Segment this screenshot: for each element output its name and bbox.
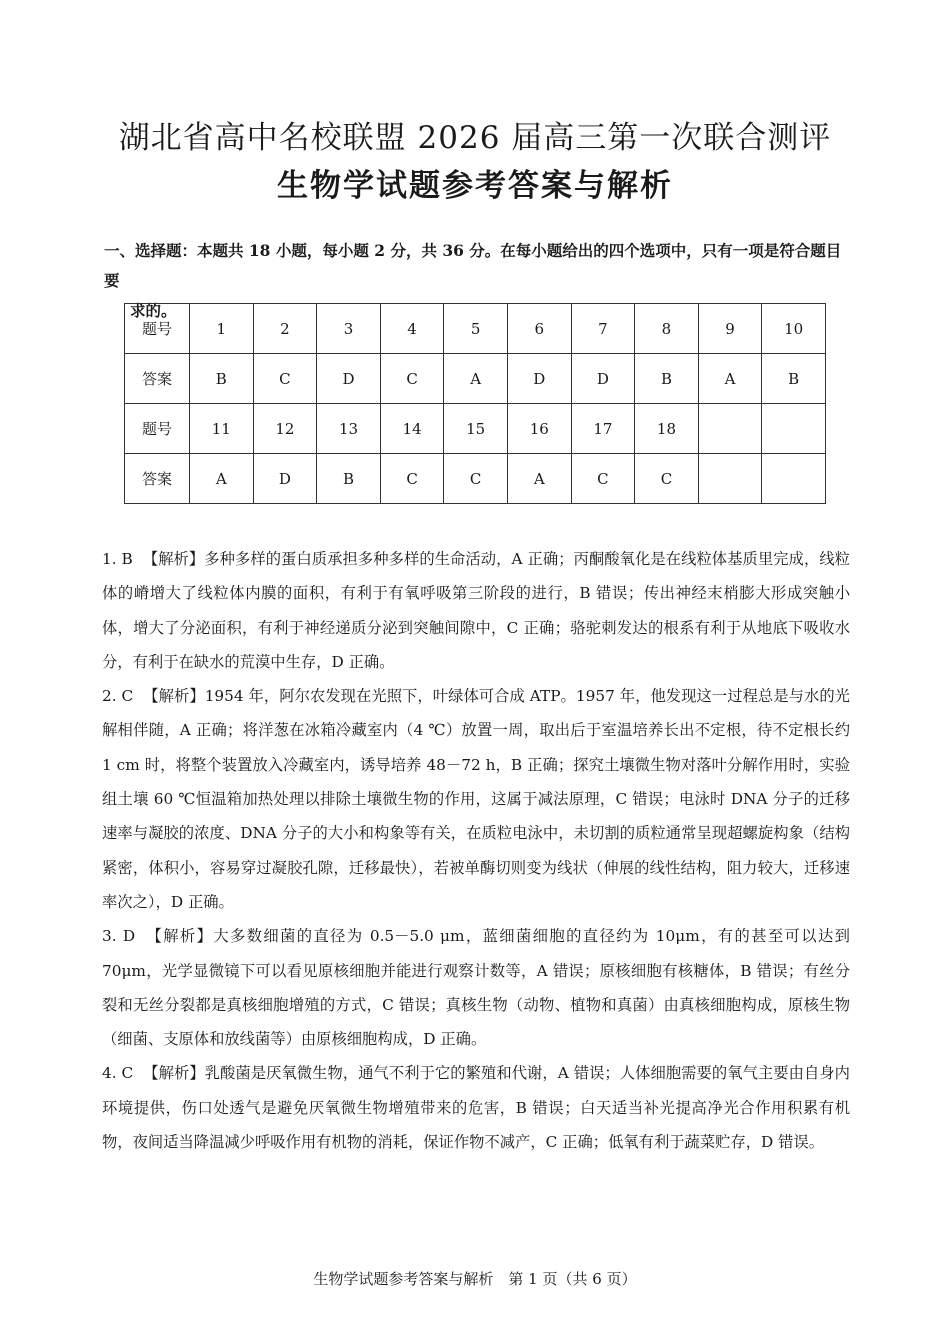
explanation-item xyxy=(102,679,850,919)
table-cell xyxy=(762,454,826,504)
table-cell: 9 xyxy=(698,304,762,354)
item-text: 乳酸菌是厌氧微生物，通气不利于它的繁殖和代谢，A 错误；人体细胞需要的氧气主要由自身内环境提供，伤口处透气是避免厌氧微生物增殖带来的危害，B 错误；白天适当补光提高净光合作用积累有机物，夜间适当降温减少呼吸作用有机物的消耗，保证作物不减产，C 正确；低氧有利于蔬菜贮存，D 错误。 xyxy=(102,1064,850,1152)
table-cell: 8 xyxy=(635,304,699,354)
item-text: 大多数细菌的直径为 0.5－5.0 μm，蓝细菌细胞的直径约为 10μm，有的甚至可以达到 70μm，光学显微镜下可以看见原核细胞并能进行观察计数等，A 错误；原核细胞有核糖体，B 错误；有丝分裂和无丝分裂都是真核细胞增殖的方式，C 错误；真核生物（动物、植物和真菌）由真核细胞构成，原核生物（细菌、支原体和放线菌等）由原核细胞构成，D 正确。 xyxy=(102,927,850,1049)
explanation-item xyxy=(102,919,850,1056)
table-cell: 5 xyxy=(444,304,508,354)
analysis-tag: 【解析】 xyxy=(143,1064,205,1083)
table-cell: A xyxy=(507,454,571,504)
table-header-cell: 题号 xyxy=(125,404,190,454)
table-row-question xyxy=(125,404,826,454)
table-cell: B xyxy=(190,354,254,404)
table-row-question xyxy=(125,304,826,354)
table-cell: 13 xyxy=(317,404,381,454)
table-cell: B xyxy=(317,454,381,504)
table-cell xyxy=(698,454,762,504)
table-cell: C xyxy=(571,454,635,504)
table-cell xyxy=(698,404,762,454)
table-cell: 7 xyxy=(571,304,635,354)
section-heading-line1: 一、选择题：本题共 18 小题，每小题 2 分，共 36 分。在每小题给出的四个选项中，只有一项是符合题目要 xyxy=(104,241,842,290)
item-number: 3. D xyxy=(102,927,136,946)
table-cell: 18 xyxy=(635,404,699,454)
table-header-cell: 答案 xyxy=(125,454,190,504)
table-cell: 10 xyxy=(762,304,826,354)
analysis-tag: 【解析】 xyxy=(142,550,205,568)
item-text: 1954 年，阿尔农发现在光照下，叶绿体可合成 ATP。1957 年，他发现这一过程总是与水的光解相伴随，A 正确；将洋葱在冰箱冷藏室内（4 ℃）放置一周，取出后于室温培养长出不定根，待不定根长约 1 cm 时，将整个装置放入冷藏室内，诱导培养 48－72 h，B 正确；探究土壤微生物对落叶分解作用时，实验组土壤 60 ℃恒温箱加热处理以排除土壤微生物的作用，这属于减法原理，C 错误；电泳时 DNA 分子的迁移速率与凝胶的浓度、DNA 分子的大小和构象等有关，在质粒电泳中，未切割的质粒通常呈现超螺旋构象（结构紧密，体积小，容易穿过凝胶孔隙，迁移最快），若被单酶切则变为线状（伸展的线性结构，阻力较大，迁移速率次之），D 正确。 xyxy=(102,687,850,911)
document-title: 湖北省高中名校联盟 2026 届高三第一次联合测评 xyxy=(118,120,832,156)
explanation-item xyxy=(102,542,850,679)
table-cell: C xyxy=(444,454,508,504)
section-heading-line2: 求的。 xyxy=(130,301,177,320)
page-footer: 生物学试题参考答案与解析 第 1 页（共 6 页） xyxy=(313,1270,637,1288)
item-text: 多种多样的蛋白质承担多种多样的生命活动，A 正确；丙酮酸氧化是在线粒体基质里完成，线粒体的嵴增大了线粒体内膜的面积，有利于有氧呼吸第三阶段的进行，B 错误；传出神经末梢膨大形成突触小体，增大了分泌面积，有利于神经递质分泌到突触间隙中，C 正确；骆驼刺发达的根系有利于从地底下吸收水分，有利于在缺水的荒漠中生存，D 正确。 xyxy=(102,550,850,671)
table-cell: 12 xyxy=(253,404,317,454)
table-cell: C xyxy=(635,454,699,504)
table-cell: D xyxy=(253,454,317,504)
document-subtitle: 生物学试题参考答案与解析 xyxy=(277,168,673,204)
table-cell: 3 xyxy=(317,304,381,354)
analysis-tag: 【解析】 xyxy=(145,927,214,946)
table-cell: D xyxy=(317,354,381,404)
explanation-item xyxy=(102,1056,850,1159)
table-cell: 1 xyxy=(190,304,254,354)
table-row-answer xyxy=(125,354,826,404)
table-cell: C xyxy=(380,454,444,504)
table-cell: 14 xyxy=(380,404,444,454)
table-cell: A xyxy=(190,454,254,504)
table-cell: D xyxy=(507,354,571,404)
table-cell: 17 xyxy=(571,404,635,454)
table-cell: 4 xyxy=(380,304,444,354)
table-cell: 2 xyxy=(253,304,317,354)
table-cell xyxy=(762,404,826,454)
item-number: 2. C xyxy=(102,687,134,706)
table-cell: C xyxy=(253,354,317,404)
table-cell: A xyxy=(698,354,762,404)
table-cell: C xyxy=(380,354,444,404)
answer-table xyxy=(124,303,826,504)
table-cell: D xyxy=(571,354,635,404)
item-number: 1. B xyxy=(102,550,133,568)
table-row-answer xyxy=(125,454,826,504)
table-cell: 11 xyxy=(190,404,254,454)
explanation-list xyxy=(102,542,850,1159)
table-cell: B xyxy=(635,354,699,404)
analysis-tag: 【解析】 xyxy=(143,687,205,706)
table-header-cell: 题号 xyxy=(125,304,190,354)
table-cell: 16 xyxy=(507,404,571,454)
table-cell: A xyxy=(444,354,508,404)
table-header-cell: 答案 xyxy=(125,354,190,404)
table-cell: 15 xyxy=(444,404,508,454)
table-cell: 6 xyxy=(507,304,571,354)
item-number: 4. C xyxy=(102,1064,134,1083)
table-cell: B xyxy=(762,354,826,404)
